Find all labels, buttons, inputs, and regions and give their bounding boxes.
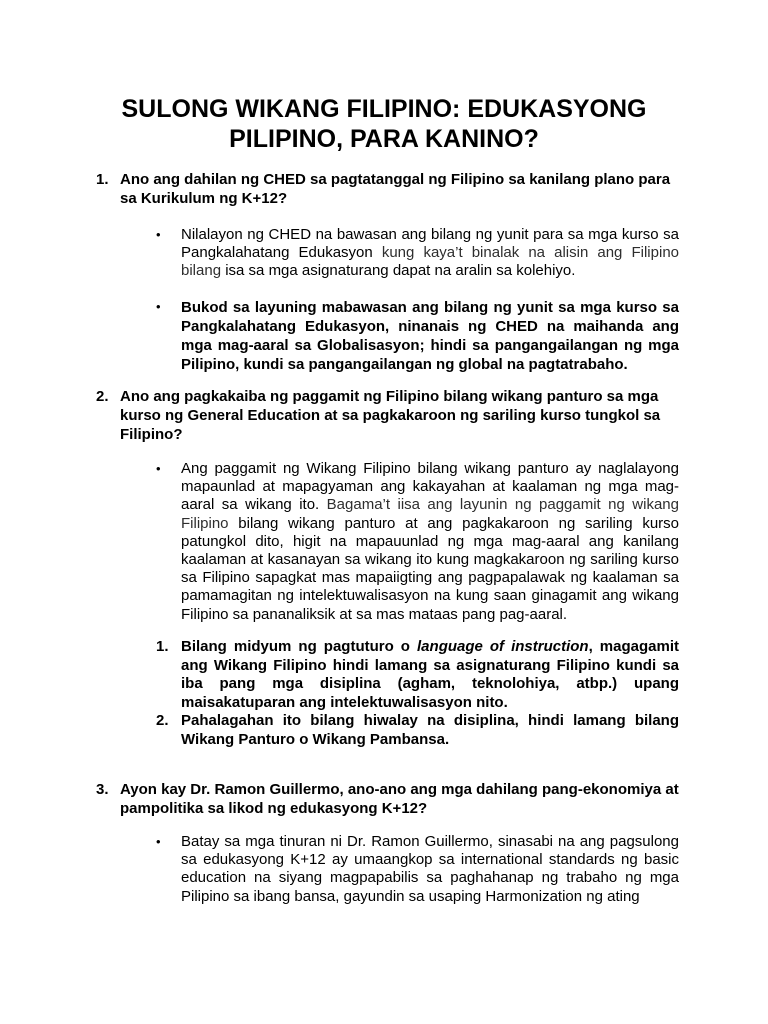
- q2-list-item-2-text: Pahalagahan ito bilang hiwalay na disiplina, hindi lamang bilang Wikang Panturo o Wikang Pambansa.: [181, 712, 679, 748]
- q1-bullet-1-text-c: isa sa mga asignaturang dapat na aralin sa kolehiyo.: [221, 262, 576, 280]
- q2-numbered-list: [156, 638, 679, 749]
- q2-bullet-text-a: Ang paggamit ng Wikang Filipino bilang wikang panturo ay naglalayong mapaunlad at mapagyaman ang kakayahan at kaalaman ng mga mag-aaral sa wikang ito.: [181, 460, 679, 514]
- question-1: [96, 170, 679, 208]
- question-1-text: Ano ang dahilan ng CHED sa pagtatanggal ng Filipino sa kanilang plano para sa Kurikulum ng K+12?: [120, 171, 671, 207]
- bullet-icon: •: [156, 299, 161, 314]
- q2-list-item-2-number: 2.: [156, 712, 169, 729]
- bullet-icon: •: [156, 461, 161, 476]
- q2-list-item-1-text-b: , magagamit ang Wikang Filipino hindi lamang sa asignaturang Filipino kundi sa iba pang mga disiplina (agham, teknolohiya, atbp.) upang maisakatuparan ang intelektuwalisasyon nito.: [181, 638, 679, 711]
- question-3-text: Ayon kay Dr. Ramon Guillermo, ano-ano ang mga dahilang pang-ekonomiya at pampolitika sa likod ng edukasyong K+12?: [120, 781, 679, 817]
- question-1-number: 1.: [96, 171, 109, 188]
- question-2-number: 2.: [96, 388, 109, 405]
- question-2: [96, 387, 679, 444]
- q1-bullet-1-text-a: Nilalayon ng CHED na bawasan ang bilang ng yunit para sa mga kurso sa Pangkalahatang Edukasyon: [181, 226, 679, 262]
- bullet-icon: •: [156, 834, 161, 849]
- question-3: [96, 780, 679, 818]
- q1-bullet-1-text: [156, 226, 679, 281]
- q2-list-item-1-text-a: Bilang midyum ng pagtuturo o: [181, 638, 418, 655]
- q2-bullet: [156, 460, 679, 624]
- q2-bullet-text: [156, 460, 679, 624]
- document-title: [80, 94, 688, 154]
- q2-list-item-1-italic: language of instruction: [417, 638, 589, 655]
- q2-list-item-1: [156, 638, 679, 712]
- q2-bullet-text-b: Bagama’t iisa ang layunin ng paggamit ng wikang Filipino: [181, 496, 679, 532]
- q2-list-item-1-text: [156, 638, 679, 712]
- q2-list-item-1-number: 1.: [156, 638, 169, 655]
- q3-bullet: [156, 833, 679, 906]
- q1-bullet-2-text: Bukod sa layuning mabawasan ang bilang ng yunit sa mga kurso sa Pangkalahatang Edukasyon, ninanais ng CHED na maihanda ang mga mag-aaral sa Globalisasyon; hindi sa pangangailangan ng mga Pilipino, kundi sa pangangailangan ng global na pagtatrabaho.: [181, 299, 679, 373]
- q1-bullet-2: [156, 298, 679, 374]
- q3-bullet-text: Batay sa mga tinuran ni Dr. Ramon Guillermo, sinasabi na ang pagsulong sa edukasyong K+12 ay umaangkop sa international standards ng basic education na siyang magpapabilis sa paghahanap ng trabaho ng mga Pilipino sa ibang bansa, gayundin sa usaping Harmonization ng ating: [181, 833, 679, 905]
- q1-bullet-1-text-b: kung kaya’t binalak na alisin ang Filipino bilang: [181, 244, 679, 280]
- q2-bullet-text-c: bilang wikang panturo at ang pagkakaroon ng sariling kurso patungkol dito, higit na mapauunlad ng mga mag-aaral ang kanilang kaalaman at kasanayan sa wikang ito kung magkakaroon ng sariling kurso sa Filipino sapagkat mas mapaiigting ang pagpapalawak ng kaalaman sa pamamagitan ng intelektuwalisasyon na kung saan ginagamit ang wikang Filipino sa pananaliksik at sa mas mataas pang pag-aaral.: [181, 514, 679, 623]
- title-line-2: PILIPINO, PARA KANINO?: [229, 125, 539, 153]
- q2-list-item-2: [156, 712, 679, 749]
- question-2-text: Ano ang pagkakaiba ng paggamit ng Filipino bilang wikang panturo sa mga kurso ng General Education at sa pagkakaroon ng sariling kurso tungkol sa Filipino?: [120, 388, 661, 443]
- q1-bullet-1: [156, 226, 679, 281]
- bullet-icon: •: [156, 227, 161, 242]
- question-3-number: 3.: [96, 781, 109, 798]
- title-line-1: SULONG WIKANG FILIPINO: EDUKASYONG: [121, 95, 647, 123]
